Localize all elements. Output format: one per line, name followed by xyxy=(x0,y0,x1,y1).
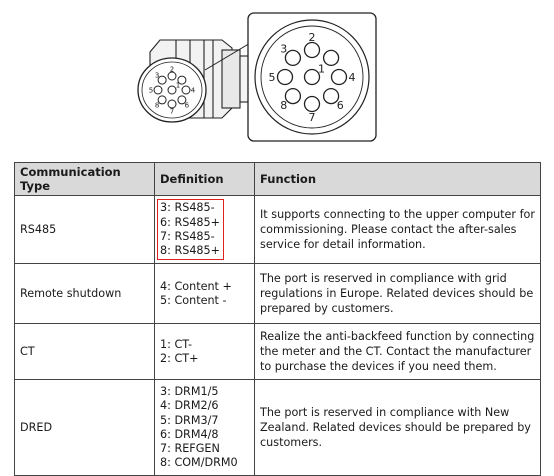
definition-line: 2: CT+ xyxy=(160,351,199,365)
pin-4 xyxy=(182,86,190,94)
connector-figure xyxy=(0,0,554,158)
type-cell: CT xyxy=(15,324,155,380)
definition-cell xyxy=(155,380,255,476)
pin-7 xyxy=(305,97,320,112)
definition-line: 3: RS485- xyxy=(160,201,215,215)
pin-label-3: 3 xyxy=(280,42,288,56)
definition-line: 7: REFGEN xyxy=(160,441,220,455)
pin-label-7: 7 xyxy=(308,110,316,124)
header-communication-type: Communication Type xyxy=(15,163,155,196)
definition-cell xyxy=(155,196,255,264)
type-cell: Remote shutdown xyxy=(15,264,155,324)
pin-label-6: 6 xyxy=(336,99,344,113)
pin-2 xyxy=(305,43,320,58)
pin-unlabeled xyxy=(324,50,339,65)
header-definition: Definition xyxy=(155,163,255,196)
function-cell: The port is reserved in compliance with New Zealand. Related devices should be prepared by customers. xyxy=(255,380,541,476)
pin-label-8: 8 xyxy=(280,99,288,113)
communication-table xyxy=(14,162,541,476)
table-row-remote-shutdown xyxy=(15,264,541,324)
small-connector-face xyxy=(138,58,206,122)
pin-8 xyxy=(285,89,300,104)
pin-5 xyxy=(154,86,162,94)
definition-line: 3: DRM1/5 xyxy=(160,385,219,399)
header-function: Function xyxy=(255,163,541,196)
definition-line: 6: DRM4/8 xyxy=(160,427,219,441)
definition-cell xyxy=(155,324,255,380)
table-row-rs485 xyxy=(15,196,541,264)
pin-label-5: 5 xyxy=(148,86,154,95)
pin-label-2: 2 xyxy=(308,30,316,44)
pin-label-1: 1 xyxy=(175,81,181,90)
function-cell: Realize the anti-backfeed function by connecting the meter and the CT. Contact the manufacturer to purchase the devices if you need them. xyxy=(255,324,541,380)
function-cell: It supports connecting to the upper computer for commissioning. Please contact the after-sales service for detail information. xyxy=(255,196,541,264)
type-cell: RS485 xyxy=(15,196,155,264)
pin-label-8: 8 xyxy=(154,101,160,110)
highlight-box xyxy=(157,199,224,260)
pin-label-7: 7 xyxy=(169,107,175,116)
pin-label-1: 1 xyxy=(318,62,325,76)
pin-5 xyxy=(278,70,293,85)
table-row-dred xyxy=(15,380,541,476)
definition-line: 5: DRM3/7 xyxy=(160,413,219,427)
pin-label-6: 6 xyxy=(184,101,190,110)
definition-line: 8: RS485+ xyxy=(160,244,221,258)
pin-label-4: 4 xyxy=(190,86,196,95)
definition-line: 5: Content - xyxy=(160,293,227,307)
definition-line: 1: CT- xyxy=(160,337,193,351)
type-cell: DRED xyxy=(15,380,155,476)
pin-label-4: 4 xyxy=(348,70,356,84)
pin-label-3: 3 xyxy=(154,71,160,80)
table-row-ct xyxy=(15,324,541,380)
definition-line: 7: RS485- xyxy=(160,229,215,243)
pin-4 xyxy=(332,70,347,85)
connector-illustration xyxy=(0,0,554,158)
function-cell: The port is reserved in compliance with grid regulations in Europe. Related devices should be prepared by customers. xyxy=(255,264,541,324)
pin-3 xyxy=(285,50,300,65)
definition-cell xyxy=(155,264,255,324)
table-header-row xyxy=(15,163,541,196)
pin-label-5: 5 xyxy=(268,70,276,84)
pin-label-2: 2 xyxy=(169,65,175,74)
definition-line: 8: COM/DRM0 xyxy=(160,456,238,470)
magnified-connector-face xyxy=(248,13,376,141)
definition-line: 4: Content + xyxy=(160,279,232,293)
definition-line: 6: RS485+ xyxy=(160,215,221,229)
definition-line: 4: DRM2/6 xyxy=(160,399,219,413)
